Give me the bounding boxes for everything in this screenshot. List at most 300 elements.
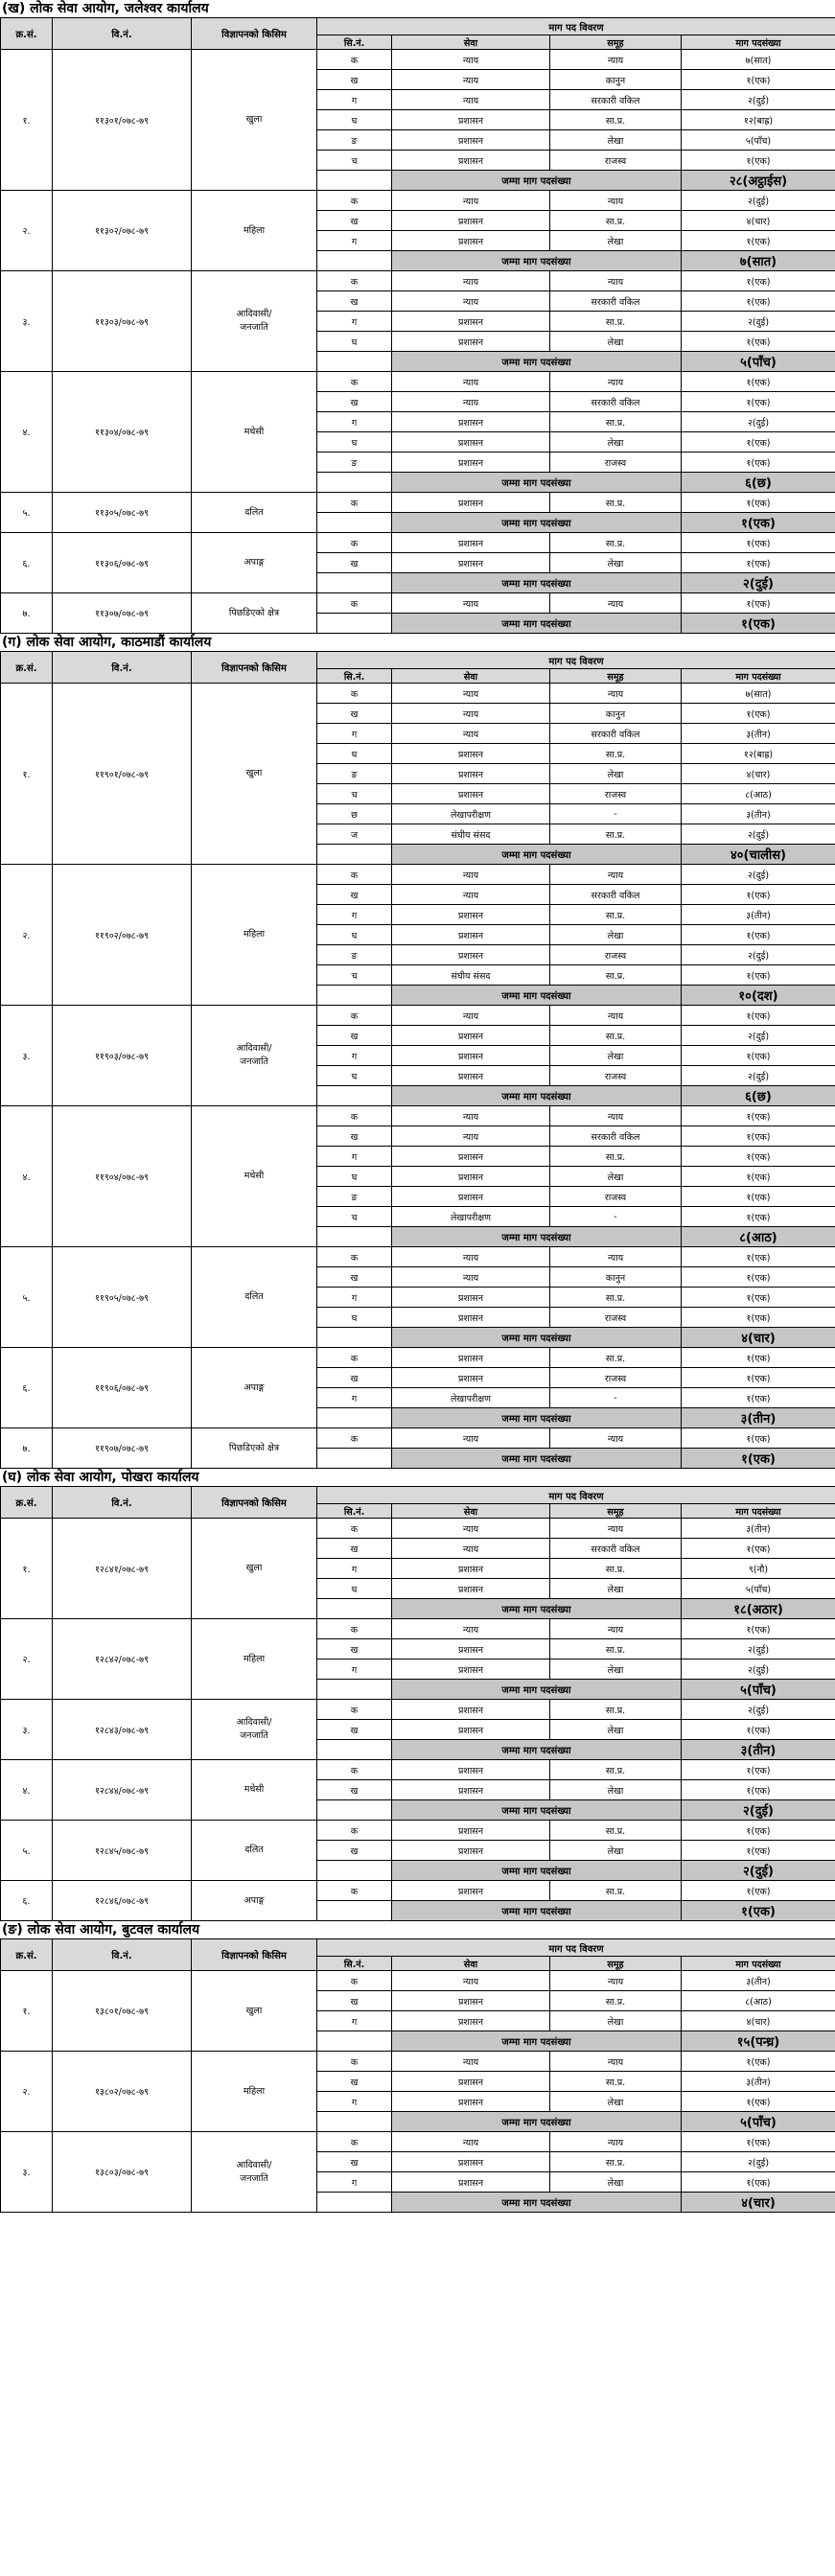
header-sn: क्र.सं.	[1, 18, 53, 50]
header-service: सेवा	[392, 1957, 550, 1971]
demand-count-cell: १(एक)	[682, 1780, 835, 1800]
service-cell: प्रशासन	[392, 1167, 550, 1187]
header-group: समूह	[550, 1957, 682, 1971]
group-cell: सा.प्र.	[550, 1639, 682, 1659]
total-label: जम्मा माग पदसंख्या	[392, 1408, 682, 1428]
serial-number-cell: ३.	[1, 271, 53, 372]
service-cell: प्रशासन	[392, 1991, 550, 2011]
header-service: सेवा	[392, 669, 550, 684]
table-row	[1, 1106, 835, 1126]
category-cell: आदिवासी/ जनजाति	[192, 271, 317, 372]
serial-number-cell: ३.	[1, 1006, 53, 1106]
sub-serial-cell: ग	[317, 2172, 392, 2193]
group-cell: राजस्व	[550, 1066, 682, 1086]
total-value: ८(आठ)	[682, 1227, 835, 1247]
table-row	[1, 1348, 835, 1368]
group-cell: न्याय	[550, 271, 682, 291]
total-value: ४(चार)	[682, 1328, 835, 1348]
table-row	[1, 1428, 835, 1449]
total-label: जम्मा माग पदसंख्या	[392, 1328, 682, 1348]
total-value: १(एक)	[682, 1901, 835, 1921]
service-cell: न्याय	[392, 1619, 550, 1639]
service-cell: संघीय संसद	[392, 824, 550, 845]
header-demand: माग पदसंख्या	[682, 669, 835, 684]
service-cell: न्याय	[392, 593, 550, 614]
sub-serial-cell: ङ	[317, 1187, 392, 1207]
total-value: ५(पाँच)	[682, 1680, 835, 1700]
category-cell: महिला	[192, 865, 317, 1006]
group-cell: -	[550, 804, 682, 824]
group-cell: राजस्व	[550, 453, 682, 473]
demand-count-cell: २(दुई)	[682, 945, 835, 965]
sub-serial-cell: क	[317, 1821, 392, 1841]
group-cell: सा.प्र.	[550, 312, 682, 332]
service-cell: प्रशासन	[392, 312, 550, 332]
group-cell: सरकारी वकिल	[550, 392, 682, 412]
total-label: जम्मा माग पदसंख्या	[392, 1449, 682, 1469]
service-cell: संघीय संसद	[392, 965, 550, 986]
service-cell: प्रशासन	[392, 110, 550, 130]
demand-count-cell: ५(पाँच)	[682, 130, 835, 151]
demand-count-cell: १(एक)	[682, 432, 835, 453]
total-label: जम्मा माग पदसंख्या	[392, 1599, 682, 1619]
serial-number-cell: ३.	[1, 2132, 53, 2213]
group-cell: न्याय	[550, 684, 682, 704]
group-cell: राजस्व	[550, 945, 682, 965]
group-cell: लेखा	[550, 1780, 682, 1800]
total-blank-cell	[317, 2193, 392, 2213]
demand-count-cell: १(एक)	[682, 1881, 835, 1901]
demand-count-cell: ७(सात)	[682, 684, 835, 704]
advertisement-number-cell: ११३०४/०७८-७९	[53, 372, 192, 493]
demand-count-cell: २(दुई)	[682, 90, 835, 110]
total-blank-cell	[317, 1861, 392, 1881]
demand-count-cell: १(एक)	[682, 453, 835, 473]
total-blank-cell	[317, 614, 392, 634]
demand-count-cell: ४(चार)	[682, 2011, 835, 2031]
group-cell: सरकारी वकिल	[550, 1539, 682, 1559]
header-group: समूह	[550, 35, 682, 50]
total-blank-cell	[317, 1800, 392, 1821]
sub-serial-cell: ख	[317, 1780, 392, 1800]
header-sn: क्र.सं.	[1, 1487, 53, 1519]
sub-serial-cell: क	[317, 1247, 392, 1267]
demand-count-cell: ७(सात)	[682, 50, 835, 70]
service-cell: न्याय	[392, 724, 550, 744]
group-cell: लेखा	[550, 332, 682, 352]
table-row	[1, 1619, 835, 1639]
total-label: जम्मा माग पदसंख्या	[392, 614, 682, 634]
advertisement-number-cell: ११३०२/०७८-७९	[53, 191, 192, 271]
header-row	[1, 652, 835, 669]
sub-serial-cell: क	[317, 1428, 392, 1449]
service-cell: न्याय	[392, 90, 550, 110]
group-cell: लेखा	[550, 553, 682, 573]
group-cell: सा.प्र.	[550, 824, 682, 845]
demand-count-cell: १(एक)	[682, 2132, 835, 2152]
group-cell: लेखा	[550, 1579, 682, 1599]
serial-number-cell: ६.	[1, 1348, 53, 1428]
table-row	[1, 1247, 835, 1267]
advertisement-number-cell: ११९०४/०७८-७९	[53, 1106, 192, 1247]
service-cell: प्रशासन	[392, 764, 550, 784]
group-cell: लेखा	[550, 231, 682, 251]
header-post-details: माग पद विवरण	[317, 18, 835, 35]
table-row	[1, 1006, 835, 1026]
group-cell: न्याय	[550, 50, 682, 70]
header-sub-sn: सि.नं.	[317, 1957, 392, 1971]
total-value: १(एक)	[682, 1449, 835, 1469]
sub-serial-cell: ख	[317, 1841, 392, 1861]
header-sn: क्र.सं.	[1, 652, 53, 684]
service-cell: प्रशासन	[392, 1579, 550, 1599]
group-cell: कानुन	[550, 1267, 682, 1288]
serial-number-cell: २.	[1, 2052, 53, 2132]
group-cell: न्याय	[550, 2052, 682, 2072]
service-cell: प्रशासन	[392, 905, 550, 925]
advertisement-number-cell: १३८०३/०७८-७९	[53, 2132, 192, 2213]
service-cell: प्रशासन	[392, 1720, 550, 1740]
demand-count-cell: १(एक)	[682, 1046, 835, 1066]
sub-serial-cell: क	[317, 1006, 392, 1026]
service-cell: न्याय	[392, 1539, 550, 1559]
sub-serial-cell: क	[317, 1106, 392, 1126]
sub-serial-cell: ख	[317, 2152, 392, 2172]
category-cell: पिछडिएको क्षेत्र	[192, 1428, 317, 1469]
sub-serial-cell: घ	[317, 744, 392, 764]
advertisement-number-cell: ११३०६/०७८-७९	[53, 533, 192, 593]
service-cell: न्याय	[392, 1006, 550, 1026]
advertisement-number-cell: १२८४६/०७८-७९	[53, 1881, 192, 1921]
sub-serial-cell: ग	[317, 312, 392, 332]
total-value: १५(पन्ध्र)	[682, 2031, 835, 2052]
group-cell: राजस्व	[550, 1187, 682, 1207]
advertisement-number-cell: ११९०७/०७८-७९	[53, 1428, 192, 1469]
service-cell: प्रशासन	[392, 231, 550, 251]
service-cell: न्याय	[392, 1247, 550, 1267]
category-cell: दलित	[192, 1247, 317, 1348]
group-cell: राजस्व	[550, 151, 682, 171]
header-row	[1, 18, 835, 35]
service-cell: प्रशासन	[392, 1780, 550, 1800]
sub-serial-cell: ग	[317, 1659, 392, 1680]
demand-count-cell: ४(चार)	[682, 764, 835, 784]
total-value: १(एक)	[682, 614, 835, 634]
service-cell: प्रशासन	[392, 1760, 550, 1780]
group-cell: -	[550, 1207, 682, 1227]
group-cell: न्याय	[550, 1971, 682, 1991]
group-cell: लेखा	[550, 1720, 682, 1740]
sub-serial-cell: च	[317, 1207, 392, 1227]
service-cell: प्रशासन	[392, 1881, 550, 1901]
sub-serial-cell: ग	[317, 412, 392, 432]
serial-number-cell: ६.	[1, 533, 53, 593]
group-cell: सा.प्र.	[550, 1288, 682, 1308]
service-cell: न्याय	[392, 2052, 550, 2072]
sub-serial-cell: ङ	[317, 945, 392, 965]
sub-serial-cell: ख	[317, 2072, 392, 2092]
service-cell: न्याय	[392, 70, 550, 90]
sub-serial-cell: ग	[317, 1388, 392, 1408]
group-cell: कानुन	[550, 70, 682, 90]
demand-count-cell: १(एक)	[682, 1388, 835, 1408]
sub-serial-cell: घ	[317, 1308, 392, 1328]
service-cell: प्रशासन	[392, 151, 550, 171]
table-row	[1, 1821, 835, 1841]
demand-count-cell: १(एक)	[682, 925, 835, 945]
sub-serial-cell: क	[317, 1619, 392, 1639]
service-cell: प्रशासन	[392, 332, 550, 352]
service-cell: न्याय	[392, 1971, 550, 1991]
category-cell: मधेसी	[192, 1760, 317, 1821]
sub-serial-cell: क	[317, 1519, 392, 1539]
category-cell: अपाङ्ग	[192, 1348, 317, 1428]
sub-serial-cell: ग	[317, 90, 392, 110]
service-cell: प्रशासन	[392, 2092, 550, 2112]
serial-number-cell: ५.	[1, 1821, 53, 1881]
group-cell: लेखा	[550, 925, 682, 945]
sub-serial-cell: ख	[317, 1991, 392, 2011]
sub-serial-cell: ख	[317, 1267, 392, 1288]
demand-count-cell: ५(पाँच)	[682, 1579, 835, 1599]
group-cell: लेखा	[550, 432, 682, 453]
demand-count-cell: १(एक)	[682, 593, 835, 614]
table-row	[1, 271, 835, 291]
header-group: समूह	[550, 1504, 682, 1519]
serial-number-cell: ४.	[1, 1106, 53, 1247]
total-label: जम्मा माग पदसंख्या	[392, 1861, 682, 1881]
header-adv-no: वि.नं.	[53, 18, 192, 50]
group-cell: सा.प्र.	[550, 1760, 682, 1780]
service-cell: प्रशासन	[392, 2011, 550, 2031]
header-category: विज्ञापनको किसिम	[192, 652, 317, 684]
total-blank-cell	[317, 2031, 392, 2052]
group-cell: न्याय	[550, 1428, 682, 1449]
category-cell: अपाङ्ग	[192, 1881, 317, 1921]
service-cell: प्रशासन	[392, 1700, 550, 1720]
advertisement-number-cell: १२८४४/०७८-७९	[53, 1760, 192, 1821]
header-service: सेवा	[392, 35, 550, 50]
total-blank-cell	[317, 1227, 392, 1247]
service-cell: प्रशासन	[392, 1046, 550, 1066]
demand-count-cell: १(एक)	[682, 885, 835, 905]
category-cell: दलित	[192, 493, 317, 533]
header-demand: माग पदसंख्या	[682, 35, 835, 50]
service-cell: न्याय	[392, 1267, 550, 1288]
service-cell: प्रशासन	[392, 493, 550, 513]
demand-count-cell: २(दुई)	[682, 2152, 835, 2172]
header-post-details: माग पद विवरण	[317, 652, 835, 669]
group-cell: सा.प्र.	[550, 1348, 682, 1368]
serial-number-cell: १.	[1, 1519, 53, 1619]
group-cell: सा.प्र.	[550, 1559, 682, 1579]
group-cell: लेखा	[550, 130, 682, 151]
serial-number-cell: ७.	[1, 1428, 53, 1469]
sub-serial-cell: ख	[317, 291, 392, 312]
total-value: २८(अट्ठाईस)	[682, 171, 835, 191]
category-cell: आदिवासी/ जनजाति	[192, 1700, 317, 1760]
demand-count-cell: २(दुई)	[682, 1026, 835, 1046]
total-value: ७(सात)	[682, 251, 835, 271]
total-blank-cell	[317, 352, 392, 372]
sub-serial-cell: ग	[317, 2092, 392, 2112]
total-blank-cell	[317, 986, 392, 1006]
sub-serial-cell: क	[317, 593, 392, 614]
group-cell: सा.प्र.	[550, 110, 682, 130]
sub-serial-cell: च	[317, 965, 392, 986]
header-category: विज्ञापनको किसिम	[192, 1487, 317, 1519]
total-blank-cell	[317, 573, 392, 593]
demand-count-cell: १(एक)	[682, 231, 835, 251]
table-row	[1, 50, 835, 70]
total-value: २(दुई)	[682, 1861, 835, 1881]
demand-count-cell: ४(चार)	[682, 211, 835, 231]
group-cell: सा.प्र.	[550, 1991, 682, 2011]
advertisement-number-cell: १२८४३/०७८-७९	[53, 1700, 192, 1760]
total-value: ५(पाँच)	[682, 2112, 835, 2132]
total-label: जम्मा माग पदसंख्या	[392, 986, 682, 1006]
total-value: २(दुई)	[682, 1800, 835, 1821]
total-label: जम्मा माग पदसंख्या	[392, 473, 682, 493]
header-adv-no: वि.नं.	[53, 1487, 192, 1519]
sub-serial-cell: ख	[317, 392, 392, 412]
total-value: ४(चार)	[682, 2193, 835, 2213]
demand-count-cell: १(एक)	[682, 2052, 835, 2072]
demand-count-cell: १(एक)	[682, 151, 835, 171]
total-blank-cell	[317, 1086, 392, 1106]
sub-serial-cell: ग	[317, 1288, 392, 1308]
sub-serial-cell: घ	[317, 925, 392, 945]
service-cell: न्याय	[392, 1428, 550, 1449]
total-label: जम्मा माग पदसंख्या	[392, 1901, 682, 1921]
total-blank-cell	[317, 1408, 392, 1428]
sub-serial-cell: क	[317, 1971, 392, 1991]
header-group: समूह	[550, 669, 682, 684]
office-table	[0, 1486, 835, 1921]
demand-count-cell: १(एक)	[682, 1821, 835, 1841]
group-cell: न्याय	[550, 2132, 682, 2152]
serial-number-cell: २.	[1, 191, 53, 271]
table-row	[1, 1760, 835, 1780]
total-label: जम्मा माग पदसंख्या	[392, 1086, 682, 1106]
total-blank-cell	[317, 1449, 392, 1469]
group-cell: सा.प्र.	[550, 905, 682, 925]
group-cell: लेखा	[550, 1167, 682, 1187]
service-cell: न्याय	[392, 392, 550, 412]
header-adv-no: वि.नं.	[53, 652, 192, 684]
category-cell: अपाङ्ग	[192, 533, 317, 593]
sub-serial-cell: ख	[317, 211, 392, 231]
total-value: ६(छ)	[682, 473, 835, 493]
service-cell: प्रशासन	[392, 533, 550, 553]
service-cell: न्याय	[392, 1106, 550, 1126]
service-cell: प्रशासन	[392, 1348, 550, 1368]
demand-count-cell: २(दुई)	[682, 1700, 835, 1720]
table-row	[1, 191, 835, 211]
demand-count-cell: १(एक)	[682, 1720, 835, 1740]
demand-count-cell: २(दुई)	[682, 1659, 835, 1680]
serial-number-cell: १.	[1, 50, 53, 191]
group-cell: न्याय	[550, 593, 682, 614]
group-cell: न्याय	[550, 865, 682, 885]
table-row	[1, 1881, 835, 1901]
total-label: जम्मा माग पदसंख्या	[392, 573, 682, 593]
advertisement-number-cell: १२८४२/०७८-७९	[53, 1619, 192, 1700]
total-blank-cell	[317, 1740, 392, 1760]
group-cell: लेखा	[550, 2172, 682, 2193]
sub-serial-cell: ग	[317, 1559, 392, 1579]
demand-count-cell: १(एक)	[682, 392, 835, 412]
sub-serial-cell: घ	[317, 332, 392, 352]
demand-count-cell: ३(तीन)	[682, 2072, 835, 2092]
service-cell: प्रशासन	[392, 1066, 550, 1086]
service-cell: प्रशासन	[392, 1147, 550, 1167]
demand-count-cell: २(दुई)	[682, 312, 835, 332]
sub-serial-cell: ख	[317, 1720, 392, 1740]
service-cell: प्रशासन	[392, 1659, 550, 1680]
total-value: ३(तीन)	[682, 1740, 835, 1760]
group-cell: राजस्व	[550, 1368, 682, 1388]
table-row	[1, 372, 835, 392]
demand-count-cell: १२(बाह्र)	[682, 110, 835, 130]
advertisement-number-cell: ११३०३/०७८-७९	[53, 271, 192, 372]
total-blank-cell	[317, 2112, 392, 2132]
demand-count-cell: ९(नौ)	[682, 1559, 835, 1579]
service-cell: न्याय	[392, 2132, 550, 2152]
demand-count-cell: ३(तीन)	[682, 905, 835, 925]
service-cell: न्याय	[392, 885, 550, 905]
total-value: ३(तीन)	[682, 1408, 835, 1428]
sub-serial-cell: घ	[317, 1066, 392, 1086]
category-cell: खुला	[192, 1971, 317, 2052]
sub-serial-cell: क	[317, 684, 392, 704]
demand-count-cell: ३(तीन)	[682, 804, 835, 824]
sub-serial-cell: ङ	[317, 130, 392, 151]
total-blank-cell	[317, 171, 392, 191]
total-blank-cell	[317, 1901, 392, 1921]
demand-count-cell: १(एक)	[682, 372, 835, 392]
demand-count-cell: १(एक)	[682, 1187, 835, 1207]
category-cell: महिला	[192, 1619, 317, 1700]
serial-number-cell: ७.	[1, 593, 53, 634]
group-cell: राजस्व	[550, 1308, 682, 1328]
group-cell: सा.प्र.	[550, 1881, 682, 1901]
serial-number-cell: १.	[1, 1971, 53, 2052]
group-cell: सरकारी वकिल	[550, 291, 682, 312]
group-cell: सा.प्र.	[550, 1700, 682, 1720]
office-table	[0, 17, 835, 634]
sub-serial-cell: ख	[317, 70, 392, 90]
demand-count-cell: १(एक)	[682, 70, 835, 90]
group-cell: सा.प्र.	[550, 1026, 682, 1046]
service-cell: प्रशासन	[392, 1368, 550, 1388]
table-row	[1, 493, 835, 513]
demand-count-cell: १(एक)	[682, 1147, 835, 1167]
sub-serial-cell: घ	[317, 1579, 392, 1599]
service-cell: न्याय	[392, 291, 550, 312]
header-row	[1, 1939, 835, 1957]
total-label: जम्मा माग पदसंख्या	[392, 171, 682, 191]
service-cell: न्याय	[392, 50, 550, 70]
header-sub-sn: सि.नं.	[317, 1504, 392, 1519]
table-row	[1, 1519, 835, 1539]
table-row	[1, 2132, 835, 2152]
sub-serial-cell: ङ	[317, 453, 392, 473]
total-value: १८(अठार)	[682, 1599, 835, 1619]
demand-count-cell: १(एक)	[682, 533, 835, 553]
group-cell: कानुन	[550, 704, 682, 724]
header-category: विज्ञापनको किसिम	[192, 1939, 317, 1971]
